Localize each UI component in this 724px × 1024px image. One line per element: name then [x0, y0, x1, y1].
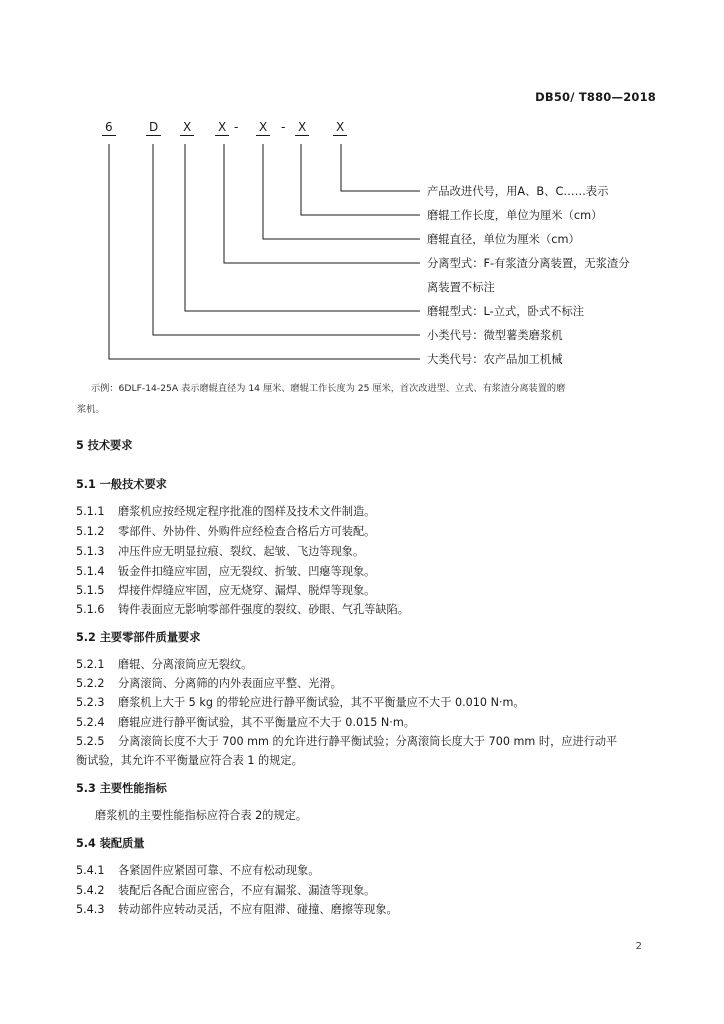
- leader-length: [301, 144, 420, 215]
- leader-improvement: [341, 144, 420, 191]
- code-dash-2: -: [281, 120, 286, 134]
- example-line-1: 示例：6DLF-14-25A 表示磨辊直径为 14 厘米、磨辊工作长度为 25 厘米，首次改进型、立式、有浆渣分离装置的磨: [91, 383, 566, 394]
- desc-subclass: 小类代号：微型薯类磨浆机: [427, 329, 563, 342]
- section-heading-5: 5 技术要求: [76, 439, 133, 452]
- section-heading-5-4: 5.4 装配质量: [76, 837, 145, 850]
- code-char-x5: X: [333, 120, 347, 134]
- code-char-d: D: [146, 120, 161, 134]
- clause-5-2-4: 5.2.4 磨辊应进行静平衡试验，其不平衡量应不大于 0.015 N·m。: [76, 716, 415, 729]
- desc-roll-diameter: 磨辊直径，单位为厘米（cm）: [427, 233, 580, 246]
- leader-class: [109, 144, 420, 359]
- standard-number: DB50/ T880—2018: [535, 90, 656, 104]
- clause-5-2-2: 5.2.2 分离滚筒、分离筛的内外表面应平整、光滑。: [76, 677, 342, 690]
- desc-roll-length: 磨辊工作长度，单位为厘米（cm）: [427, 209, 603, 222]
- code-char-x3: X: [256, 120, 270, 134]
- clause-5-3-text: 磨浆机的主要性能指标应符合表 2的规定。: [95, 809, 308, 822]
- desc-class: 大类代号：农产品加工机械: [427, 353, 563, 366]
- clause-5-4-3: 5.4.3 转动部件应转动灵活，不应有阻滞、碰撞、磨擦等现象。: [76, 903, 398, 916]
- section-heading-5-2: 5.2 主要零部件质量要求: [76, 631, 201, 644]
- code-leader-lines: [0, 0, 724, 400]
- code-char-x1: X: [180, 120, 194, 134]
- desc-improvement: 产品改进代号，用A、B、C……表示: [427, 185, 609, 198]
- clause-5-1-5: 5.1.5 焊接件焊缝应牢固，应无烧穿、漏焊、脱焊等现象。: [76, 584, 376, 597]
- clause-5-4-2: 5.4.2 装配后各配合面应密合，不应有漏浆、漏渣等现象。: [76, 884, 376, 897]
- desc-roll-type: 磨辊型式：L-立式，卧式不标注: [427, 305, 585, 318]
- desc-separation-cont: 离装置不标注: [427, 281, 495, 294]
- page-number: 2: [635, 941, 642, 952]
- section-heading-5-3: 5.3 主要性能指标: [76, 782, 167, 795]
- code-dash-1: -: [234, 120, 239, 134]
- clause-5-2-5-cont: 衡试验，其允许不平衡量应符合表 1 的规定。: [76, 754, 303, 767]
- clause-5-2-3: 5.2.3 磨浆机上大于 5 kg 的带轮应进行静平衡试验，其不平衡量应不大于 0.010 N·m。: [76, 696, 525, 709]
- desc-separation: 分离型式：F-有浆渣分离装置，无浆渣分: [427, 257, 630, 270]
- clause-5-1-6: 5.1.6 铸件表面应无影响零部件强度的裂纹、砂眼、气孔等缺陷。: [76, 603, 409, 616]
- leader-separation: [224, 144, 420, 263]
- clause-5-1-3: 5.1.3 冲压件应无明显拉痕、裂纹、起皱、飞边等现象。: [76, 545, 365, 558]
- leader-roll-type: [185, 144, 420, 311]
- example-line-2: 浆机。: [77, 404, 105, 415]
- clause-5-2-1: 5.2.1 磨辊、分离滚筒应无裂纹。: [76, 658, 253, 671]
- clause-5-1-1: 5.1.1 磨浆机应按经规定程序批准的图样及技术文件制造。: [76, 505, 376, 518]
- code-char-6: 6: [102, 120, 116, 134]
- section-heading-5-1: 5.1 一般技术要求: [76, 478, 167, 491]
- code-char-x2: X: [215, 120, 229, 134]
- code-char-x4: X: [295, 120, 309, 134]
- clause-5-4-1: 5.4.1 各紧固件应紧固可靠、不应有松动现象。: [76, 864, 320, 877]
- clause-5-1-4: 5.1.4 钣金件扣缝应牢固，应无裂纹、折皱、凹瘪等现象。: [76, 565, 376, 578]
- clause-5-1-2: 5.1.2 零部件、外协件、外购件应经检查合格后方可装配。: [76, 525, 376, 538]
- clause-5-2-5: 5.2.5 分离滚筒长度不大于 700 mm 的允许进行静平衡试验；分离滚筒长度大于 700 mm 时，应进行动平: [76, 735, 618, 748]
